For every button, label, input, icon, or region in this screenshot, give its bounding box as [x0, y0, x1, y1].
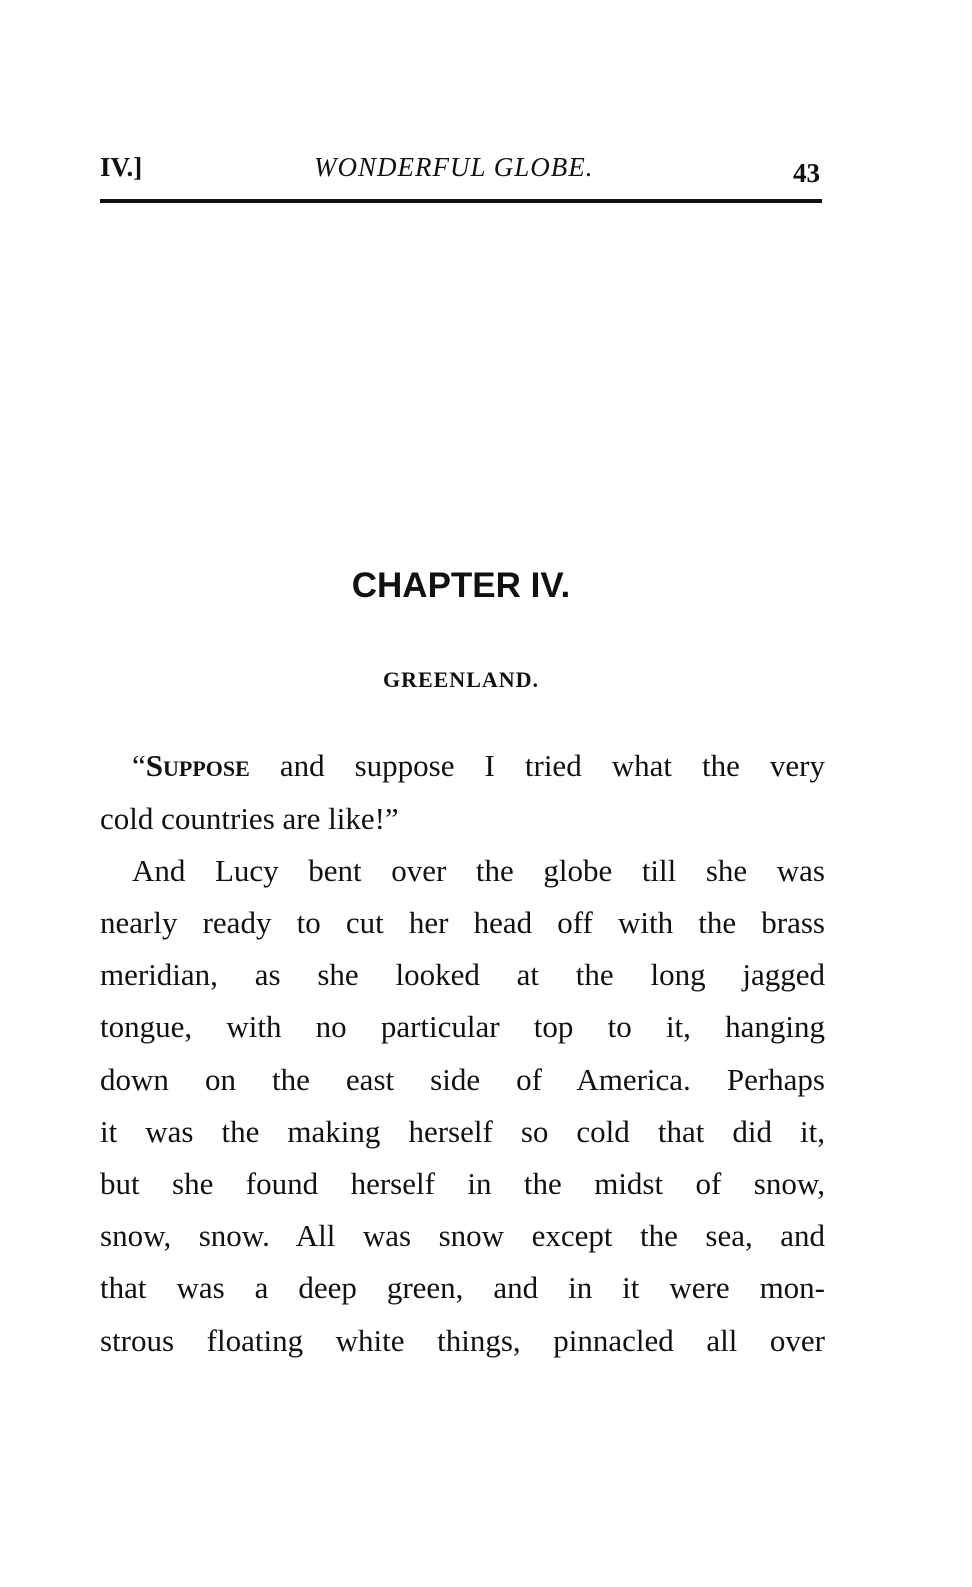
text-line-rest: and suppose I tried what the very: [249, 748, 825, 783]
text-line: [132, 740, 825, 792]
running-head: [100, 152, 822, 192]
text-line: meridian, as she looked at the long jagged: [100, 957, 825, 992]
running-title: WONDERFUL GLOBE.: [314, 152, 594, 182]
chapter-marker: IV.]: [100, 152, 143, 182]
text-line: nearly ready to cut her head off with the brass: [100, 905, 825, 940]
opening-word: Suppose: [145, 748, 250, 783]
chapter-title: CHAPTER IV.: [351, 566, 571, 605]
text-line: snow, snow. All was snow except the sea, and: [100, 1218, 825, 1253]
text-line: it was the making herself so cold that did it,: [100, 1114, 825, 1149]
text-line: cold countries are like!”: [100, 801, 399, 836]
text-line: strous floating white things, pinnacled all over: [100, 1323, 825, 1358]
text-line: tongue, with no particular top to it, hanging: [100, 1009, 825, 1044]
text-line: down on the east side of America. Perhaps: [100, 1062, 825, 1097]
page-number: 43: [793, 158, 820, 188]
text-line: that was a deep green, and in it were mon-: [100, 1270, 825, 1305]
opening-quote: “: [132, 748, 146, 783]
chapter-subtitle: GREENLAND.: [382, 667, 540, 692]
text-line: but she found herself in the midst of snow,: [100, 1166, 825, 1201]
text-line: And Lucy bent over the globe till she was: [132, 853, 825, 888]
header-rule: [100, 199, 822, 203]
